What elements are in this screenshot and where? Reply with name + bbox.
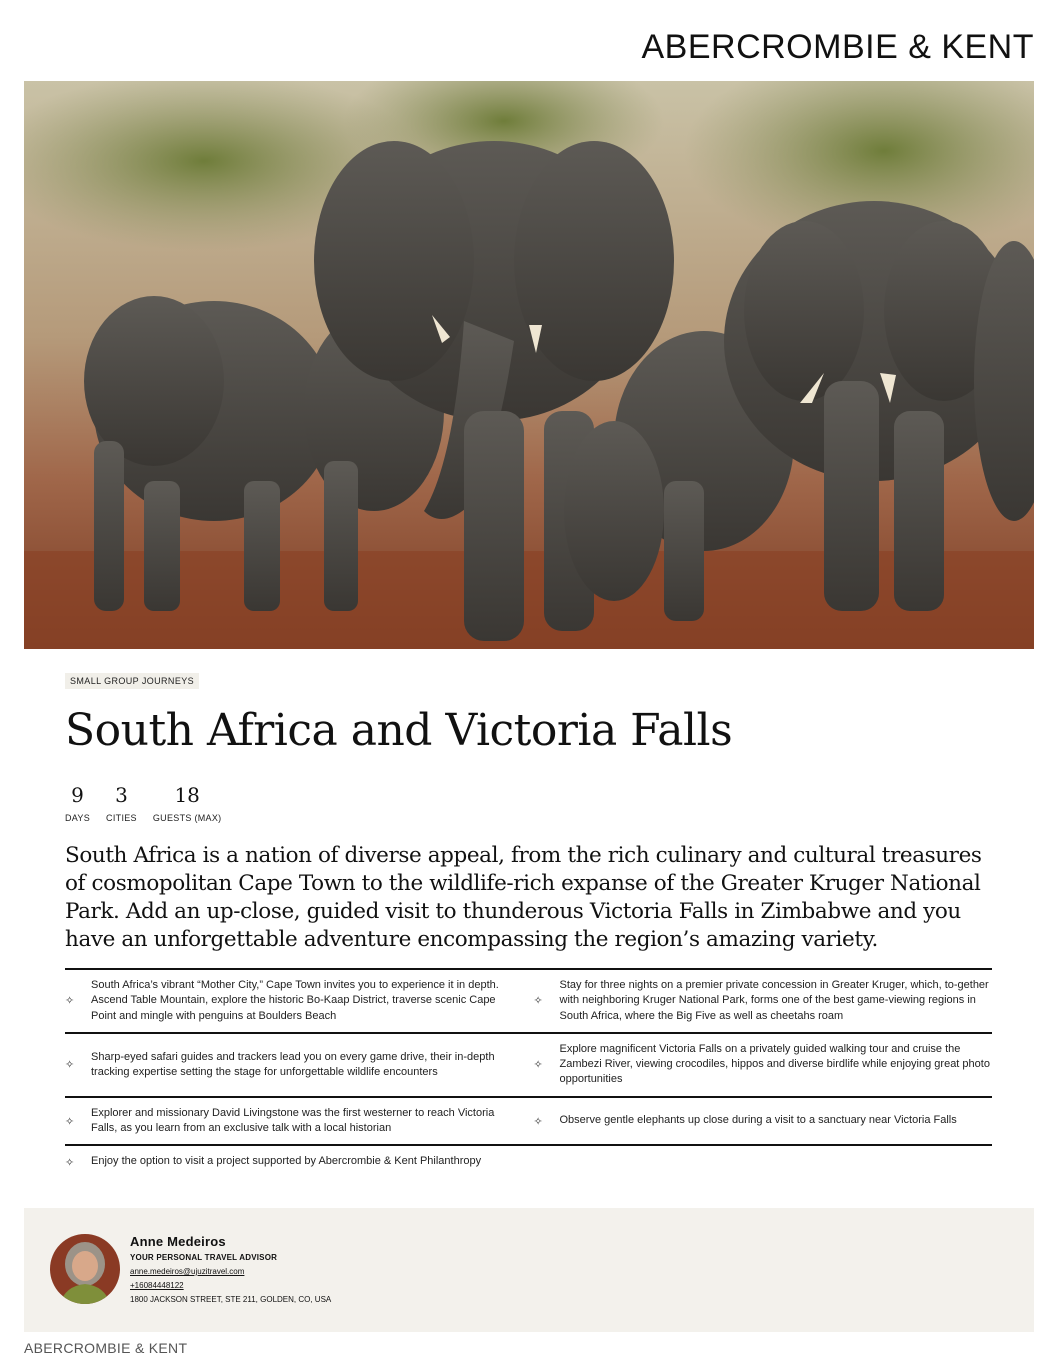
sparkle-icon: ✧	[533, 995, 543, 1008]
journey-type-tag: SMALL GROUP JOURNEYS	[65, 673, 199, 689]
list-item	[534, 1113, 993, 1128]
highlights-row	[65, 968, 992, 1032]
sparkle-icon: ✧	[65, 1059, 75, 1072]
page-title: South Africa and Victoria Falls	[65, 705, 733, 756]
advisor-role: YOUR PERSONAL TRAVEL ADVISOR	[130, 1253, 278, 1262]
advisor-email-link[interactable]: anne.medeiros@ujuzitravel.com	[130, 1267, 245, 1276]
highlights-list	[65, 968, 992, 1178]
sparkle-icon: ✧	[65, 1156, 75, 1169]
list-item	[65, 1154, 534, 1169]
highlight-text: Explorer and missionary David Livingstone was the first westerner to reach Victoria Falls, as you learn from an exclusive talk with a local historian	[91, 1106, 495, 1135]
stat-value: 18	[174, 783, 200, 807]
advisor-phone-link[interactable]: +16084448122	[130, 1281, 184, 1290]
list-item	[65, 1050, 534, 1081]
stat-value: 9	[71, 783, 84, 807]
trip-intro: South Africa is a nation of diverse appeal, from the rich culinary and cultural treasures of cosmopolitan Cape Town to the wildlife-rich expanse of the Greater Kruger National Park. Add an up-close, guided visit to thunderous Victoria Falls in Zimbabwe and you have an unforgettable adventure encompassing the region’s amazing variety.	[65, 843, 982, 952]
highlight-text: Enjoy the option to visit a project supported by Abercrombie & Kent Philanthropy	[91, 1155, 482, 1168]
sparkle-icon: ✧	[65, 1115, 75, 1128]
highlight-text: Stay for three nights on a premier private concession in Greater Kruger, which, to-gether with neighboring Kruger National Park, forms one of the best game-viewing regions in South Africa, where the Big Five as well as cheetahs roam	[559, 979, 989, 1022]
footer-brand: ABERCROMBIE & KENT	[24, 1340, 188, 1356]
list-item	[534, 978, 993, 1024]
trip-stats	[65, 783, 237, 823]
avatar	[50, 1234, 120, 1304]
advisor-address: 1800 JACKSON STREET, STE 211, GOLDEN, CO, USA	[130, 1295, 332, 1304]
highlight-text: Explore magnificent Victoria Falls on a privately guided walking tour and cruise the Zambezi River, viewing crocodiles, hippos and diverse birdlife while enjoying great photo opportunities	[559, 1042, 990, 1086]
advisor-info	[130, 1234, 331, 1304]
stat-guests	[153, 783, 222, 823]
brand-logo: ABERCROMBIE & KENT	[641, 28, 1034, 66]
sparkle-icon: ✧	[533, 1059, 543, 1072]
highlights-row	[65, 1144, 992, 1177]
highlight-text: Sharp-eyed safari guides and trackers lead you on every game drive, their in-depth tracking expertise setting the stage for unforgettable wildlife encounters	[91, 1050, 495, 1078]
sparkle-icon: ✧	[533, 1115, 543, 1128]
sparkle-icon: ✧	[65, 995, 75, 1008]
highlight-text: Observe gentle elephants up close during a visit to a sanctuary near Victoria Falls	[559, 1114, 957, 1127]
list-item	[65, 1106, 534, 1137]
list-item	[534, 1042, 993, 1088]
advisor-name: Anne Medeiros	[130, 1234, 226, 1249]
stat-label: DAYS	[65, 813, 91, 823]
stat-value: 3	[115, 783, 128, 807]
stat-days	[65, 783, 90, 823]
list-item	[65, 978, 534, 1024]
stat-cities	[106, 783, 137, 823]
stat-label: CITIES	[106, 813, 137, 823]
highlights-row	[65, 1096, 992, 1145]
highlights-row	[65, 1032, 992, 1096]
stat-label: GUESTS (MAX)	[152, 813, 222, 823]
advisor-card	[24, 1208, 1034, 1332]
highlight-text: South Africa’s vibrant “Mother City,” Cape Town invites you to experience it in depth. Ascend Table Mountain, explore the historic Bo-Kaap District, traverse scenic Cape Point and mingle with penguins at Boulders Beach	[91, 979, 499, 1022]
hero-image	[24, 81, 1034, 649]
